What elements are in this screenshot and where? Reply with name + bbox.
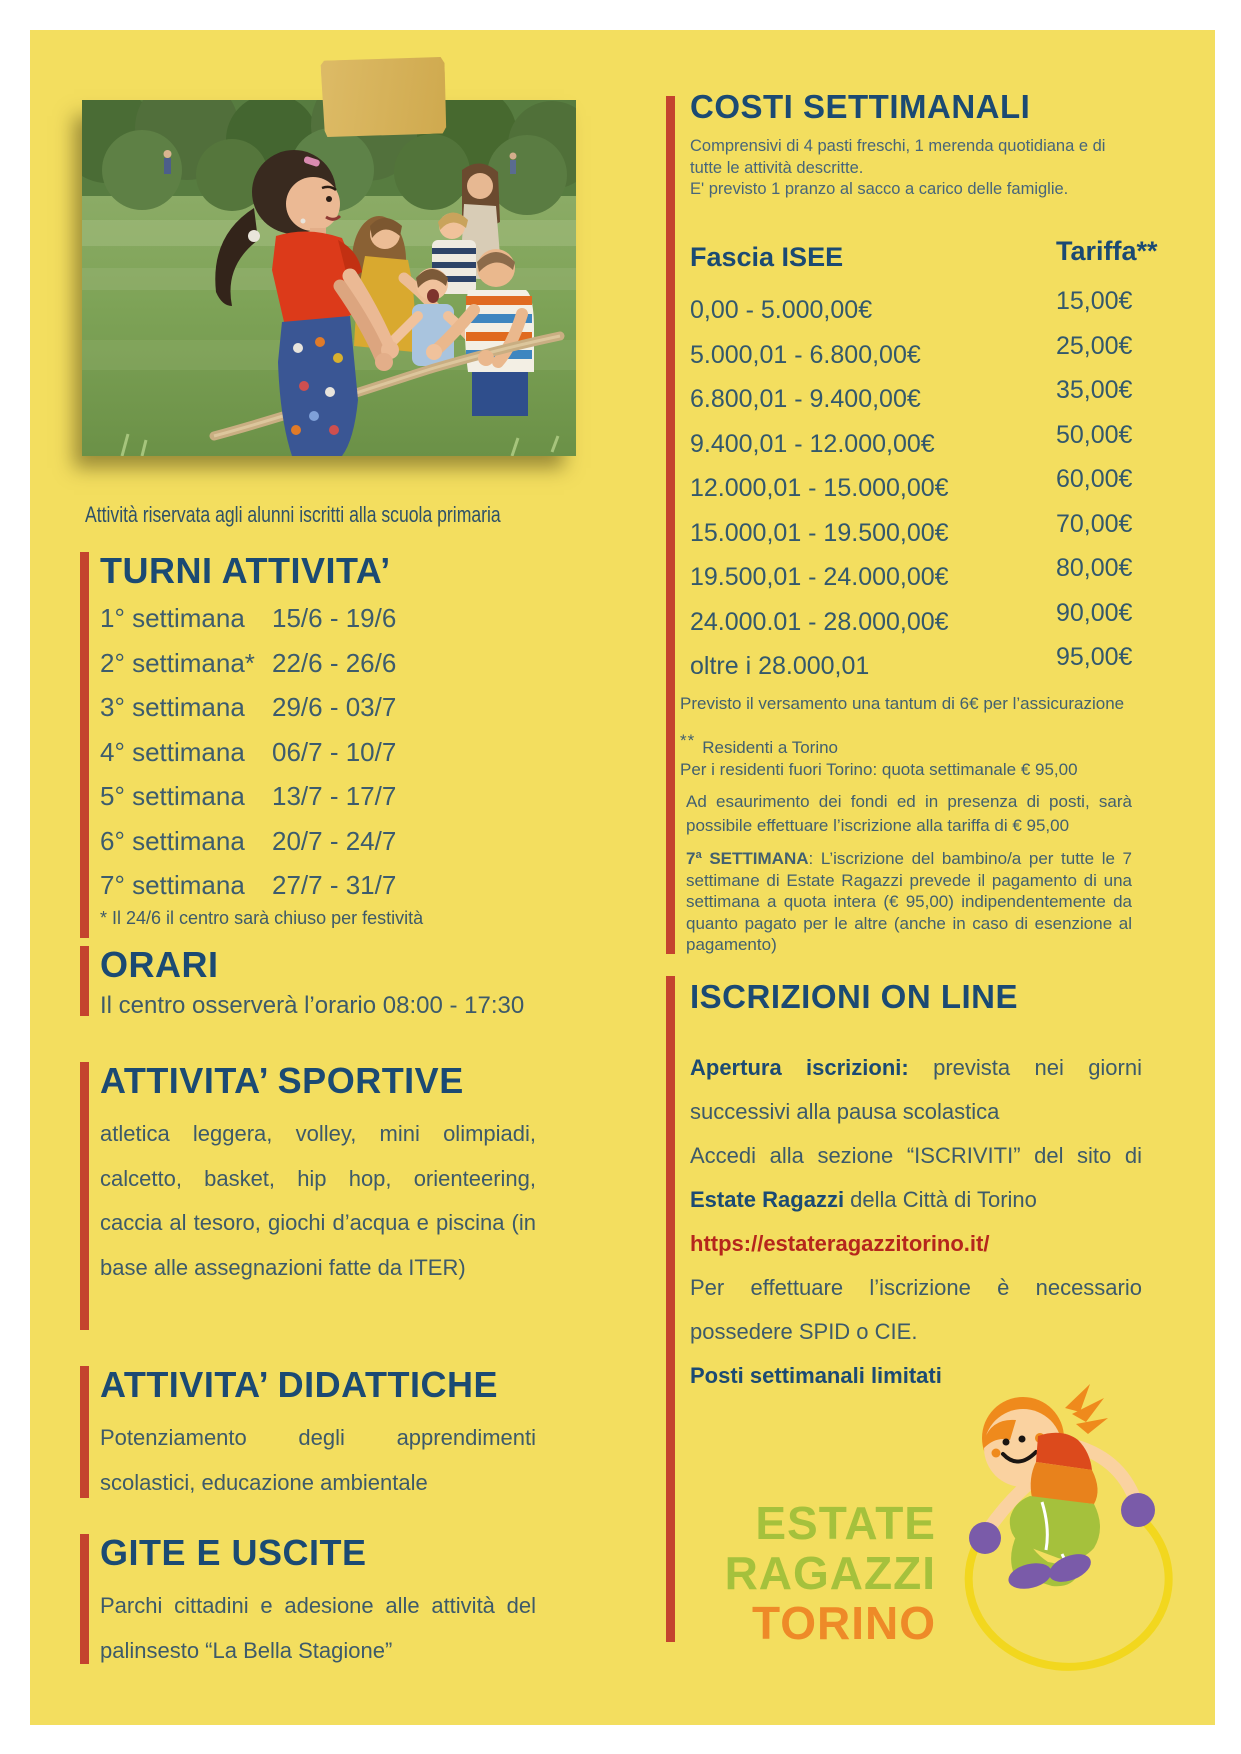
intro-line: tutte le attività descritte. [690, 158, 864, 177]
posti-limitati-note: Posti settimanali limitati [690, 1363, 942, 1388]
tariffa-value: 70,00€ [1056, 509, 1133, 538]
spid-paragraph: Per effettuare l’iscrizione è necessario possedere SPID o CIE. [690, 1275, 1142, 1344]
week-dates: 20/7 - 24/7 [272, 825, 397, 856]
didattiche-title: ATTIVITA’ DIDATTICHE [100, 1364, 498, 1405]
apertura-paragraph: Apertura iscrizioni: prevista nei giorni successivi alla pausa scolastica [690, 1055, 1142, 1124]
week-dates: 15/6 - 19/6 [272, 603, 397, 633]
section-accent-bar [80, 1534, 89, 1664]
yellow-panel [30, 30, 1215, 1725]
week-dates: 06/7 - 10/7 [272, 736, 397, 767]
tariffa-header: Tariffa** [1056, 236, 1158, 266]
turno-row [100, 596, 396, 641]
week7-label: 7ª SETTIMANA [686, 849, 809, 868]
tariffa-value: 95,00€ [1056, 643, 1133, 671]
turno-row [100, 863, 396, 908]
fee-table [690, 288, 1160, 689]
week-label: 1° settimana [100, 603, 245, 633]
section-accent-bar [666, 976, 675, 1642]
tariffa-value: 35,00€ [1056, 376, 1133, 404]
tariffa-value: 25,00€ [1056, 331, 1133, 360]
section-accent-bar [80, 1062, 89, 1330]
week-dates: 13/7 - 17/7 [272, 781, 397, 811]
section-accent-bar [666, 96, 675, 954]
iscrizioni-title: ISCRIZIONI ON LINE [690, 978, 1019, 1015]
didattiche-body: Potenziamento degli apprendimenti scolastici, educazione ambientale [100, 1425, 536, 1495]
week-dates: 29/6 - 03/7 [272, 692, 397, 722]
turno-row [100, 774, 396, 819]
fascia-value: 5.000,01 - 6.800,00€ [690, 340, 921, 369]
tariffa-value: 90,00€ [1056, 598, 1133, 627]
costi-title: COSTI SETTIMANALI [690, 88, 1031, 125]
insurance-note: Previsto il versamento una tantum di 6€ per l’assicurazione [680, 694, 1125, 713]
fascia-value: 15.000,01 - 19.500,00€ [690, 518, 949, 547]
tape-decoration-icon [320, 55, 447, 138]
fascia-isee-header: Fascia ISEE [690, 242, 844, 272]
reserved-activity-caption: Attività riservata agli alunni iscritti alla scuola primaria [85, 502, 501, 527]
estate-ragazzi-torino-logo [690, 1498, 936, 1648]
week7-text: : L’iscrizione del bambino/a per tutte le 7 settimane di Estate Ragazzi prevede il pagamento di una settimana a quota intera (€ 95,00) indipendentemente da quanto pagato per le altre (anche in caso di esenzione al pagamento) [686, 849, 1132, 954]
gite-title: GITE E USCITE [100, 1532, 367, 1573]
residents-note-line2: Per i residenti fuori Torino: quota settimanale € 95,00 [680, 760, 1078, 779]
week-label: 3° settimana [100, 692, 245, 722]
tariffa-value: 50,00€ [1056, 420, 1133, 449]
costi-intro [690, 136, 1105, 201]
fascia-value: oltre i 28.000,01 [690, 652, 870, 680]
section-accent-bar [80, 552, 89, 938]
week-label: 4° settimana [100, 736, 245, 767]
turno-row [100, 641, 396, 686]
turno-row [100, 685, 396, 730]
photo-illustration [82, 100, 576, 456]
turno-row [100, 819, 396, 864]
accedi-paragraph: Accedi alla sezione “ISCRIVITI” del sito di Estate Ragazzi della Città di Torino [690, 1143, 1142, 1212]
intro-line: E' previsto 1 pranzo al sacco a carico delle famiglie. [690, 180, 1069, 198]
week-label: 2° settimana* [100, 647, 255, 678]
orari-title: ORARI [100, 944, 219, 985]
residents-note [680, 730, 1078, 781]
gite-body: Parchi cittadini e adesione alle attività del palinsesto “La Bella Stagione” [100, 1593, 536, 1663]
fascia-value: 9.400,01 - 12.000,00€ [690, 429, 935, 458]
sportive-body: atletica leggera, volley, mini olimpiadi, calcetto, basket, hip hop, orienteering, caccia al tesoro, giochi d’acqua e piscina (in base alle assegnazioni fatte da ITER) [100, 1121, 536, 1280]
double-asterisk: ** [680, 731, 696, 750]
jumping-girl-icon [930, 1378, 1230, 1718]
estate-ragazzi-label: Estate Ragazzi [690, 1187, 845, 1212]
photo-children-tug-of-war [82, 100, 576, 456]
residents-note-line1: ** Residenti a Torino [680, 731, 839, 757]
turni-rows [100, 596, 396, 908]
section-accent-bar [80, 946, 89, 1016]
orari-body: Il centro osserverà l’orario 08:00 - 17:30 [100, 992, 525, 1019]
intro-line: Comprensivi di 4 pasti freschi, 1 merenda quotidiana e di [690, 137, 1106, 155]
url-paragraph [690, 1222, 1142, 1266]
section-accent-bar [80, 1366, 89, 1498]
week-label: 6° settimana [100, 825, 245, 856]
turno-row [100, 730, 396, 775]
tariffa-value: 15,00€ [1056, 287, 1133, 315]
sportive-title: ATTIVITA’ SPORTIVE [100, 1060, 464, 1101]
week-dates: 27/7 - 31/7 [272, 870, 397, 900]
week-label: 5° settimana [100, 781, 245, 811]
fascia-value: 0,00 - 5.000,00€ [690, 296, 873, 324]
fascia-value: 6.800,01 - 9.400,00€ [690, 385, 921, 413]
fee-table-header [690, 236, 1158, 273]
turni-title: TURNI ATTIVITA’ [100, 550, 391, 591]
apertura-label: Apertura iscrizioni: [690, 1055, 909, 1080]
estate-ragazzi-url-link[interactable]: https://estateragazzitorino.it/ [690, 1231, 990, 1256]
logo-line-torino: TORINO [751, 1597, 936, 1649]
week-label: 7° settimana [100, 870, 245, 900]
logo-line-estate: ESTATE [755, 1497, 936, 1549]
logo-line-ragazzi: RAGAZZI [724, 1547, 936, 1599]
fee-row [690, 644, 1160, 689]
turni-footnote: * Il 24/6 il centro sarà chiuso per festività [100, 908, 424, 928]
fascia-value: 19.500,01 - 24.000,00€ [690, 563, 949, 591]
iscrizioni-body [690, 1046, 1142, 1398]
tariffa-value: 80,00€ [1056, 554, 1133, 582]
week7-note [686, 848, 1132, 956]
fascia-value: 24.000.01 - 28.000,00€ [690, 607, 949, 636]
tariffa-value: 60,00€ [1056, 465, 1133, 493]
week-dates: 22/6 - 26/6 [272, 647, 397, 678]
funds-note: Ad esaurimento dei fondi ed in presenza di posti, sarà possibile effettuare l’iscrizione alla tariffa di € 95,00 [686, 792, 1132, 835]
fascia-value: 12.000,01 - 15.000,00€ [690, 474, 949, 502]
